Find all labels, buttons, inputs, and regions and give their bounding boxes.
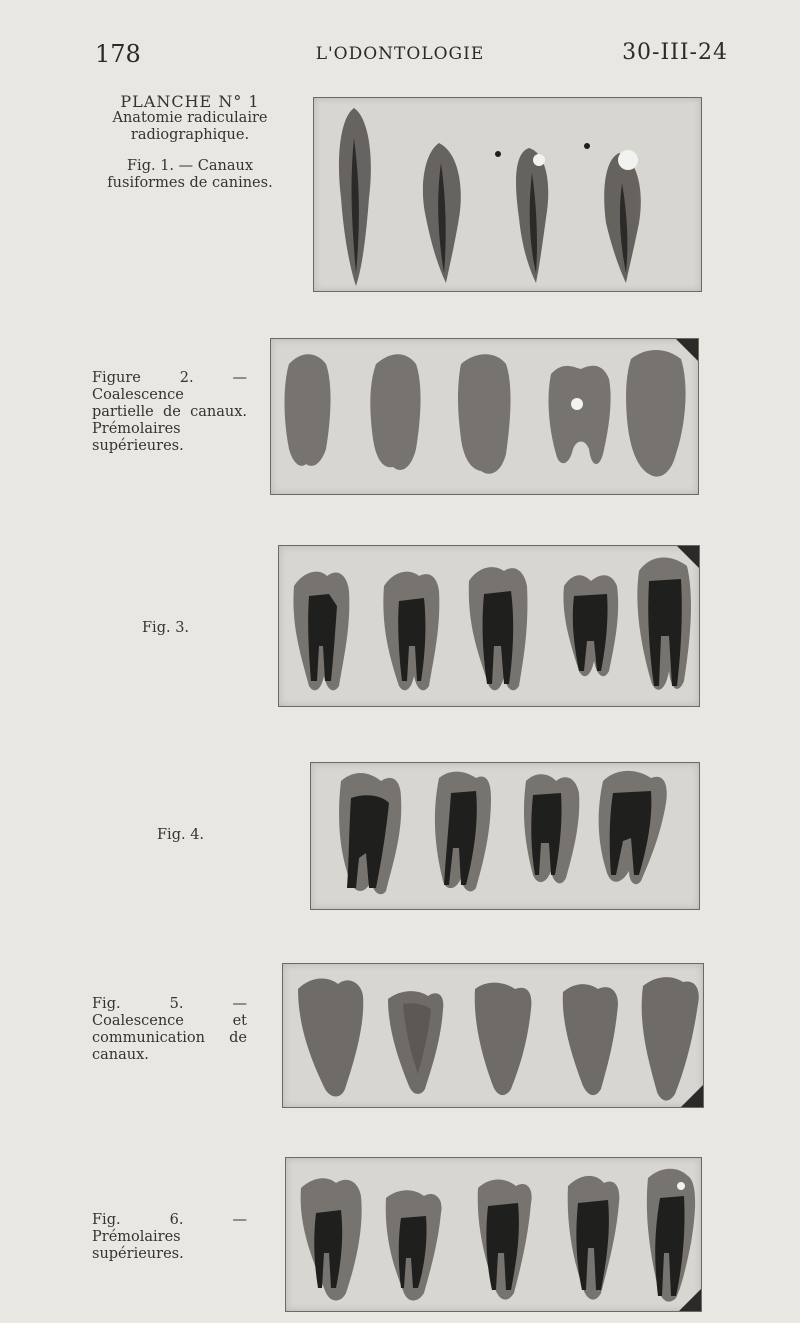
plate-title: [95, 93, 285, 192]
figure-caption-4: Fig. 4.: [157, 827, 205, 843]
radiograph-fig2: [271, 339, 698, 494]
running-title: L'ODONTOLOGIE: [315, 44, 485, 64]
radiograph-plate-4: [310, 762, 700, 910]
radiograph-plate-5: [282, 963, 704, 1108]
plate-title-line1: PLANCHE N° 1: [120, 92, 260, 111]
radiograph-fig5: [283, 964, 703, 1107]
radiograph-fig4: [311, 763, 699, 909]
page-number: 178: [95, 40, 141, 68]
page-header: [0, 40, 800, 70]
plate-title-line2: Anatomie radiculaire: [112, 110, 268, 126]
plate-corner-mark: [679, 1289, 701, 1311]
figure-caption-5: Fig. 5. — Coalescence et communication de canaux.: [92, 996, 247, 1063]
figure-caption-1: Fig. 1. — Canaux fusiformes de canines.: [107, 158, 273, 191]
radiograph-plate-1: [313, 97, 702, 292]
plate-corner-mark: [677, 546, 699, 568]
radiograph-plate-2: [270, 338, 699, 495]
plate-corner-mark: [681, 1085, 703, 1107]
plate-title-line3: radiographique.: [130, 127, 250, 143]
radiograph-fig3: [279, 546, 699, 706]
radiograph-fig6: [286, 1158, 701, 1311]
figure-caption-6: Fig. 6. — Prémolaires supérieures.: [92, 1212, 247, 1262]
plate-corner-mark: [676, 339, 698, 361]
radiograph-fig1: [314, 98, 701, 291]
figure-caption-2: Figure 2. — Coalescence partielle de canaux. Prémolaires supérieures.: [92, 370, 247, 454]
radiograph-plate-3: [278, 545, 700, 707]
figure-caption-3: Fig. 3.: [142, 620, 190, 636]
issue-date: 30-III-24: [622, 40, 728, 65]
radiograph-plate-6: [285, 1157, 702, 1312]
